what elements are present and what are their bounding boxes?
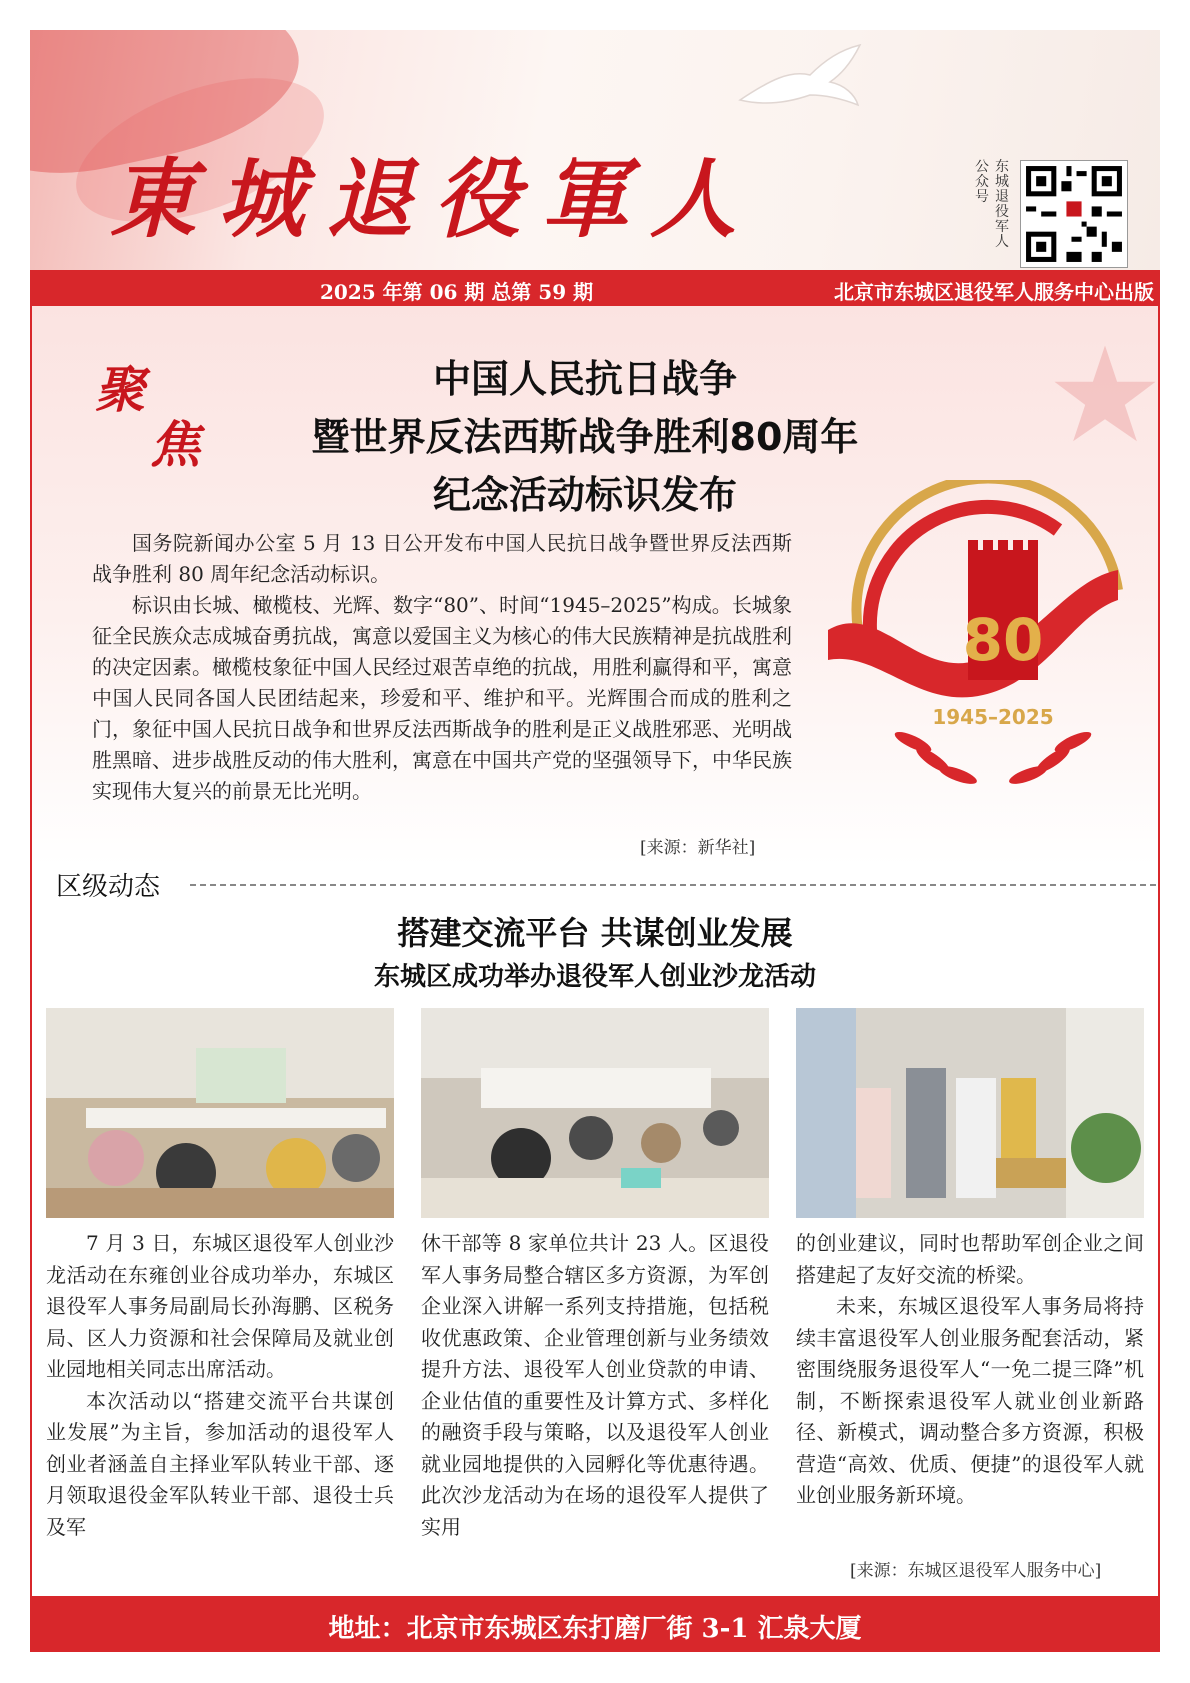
focus-tag [95,350,215,480]
issue-number: 2025 年第 06 期 总第 59 期 [320,280,594,304]
footer-address: 地址：北京市东城区东打磨厂街 3-1 汇泉大厦 [328,1614,862,1644]
article-paragraph: 本次活动以“搭建交流平台共谋创业发展”为主旨，参加活动的退役军人创业者涵盖自主择业军队转业干部、逐月领取退役金军队转业干部、退役士兵及军 [46,1388,394,1539]
article-column [46,1228,394,1543]
dove-icon [730,40,870,120]
section-divider [190,884,1156,886]
qr-caption: 东城退役军人 [995,159,1009,250]
article-column [796,1228,1144,1512]
event-photo [421,1008,769,1218]
article-paragraph: 国务院新闻办公室 5 月 13 日公开发布中国人民抗日战争暨世界反法西斯战争胜利 80 周年纪念活动标识。 [92,531,792,586]
article-source: [来源：新华社] [640,838,756,858]
qr-caption: 公众号 [975,159,989,205]
article-paragraph: 休干部等 8 家单位共计 23 人。区退役军人事务局整合辖区多方资源，为军创企业深入讲解一系列支持措施，包括税收优惠政策、企业管理创新与业务绩效提升方法、退役军人创业贷款的申请、企业估值的重要性及计算方式、多样化的融资手段与策略，以及退役军人创业就业园地提供的入园孵化等优惠待遇。此次沙龙活动为在场的退役军人提供了实用 [421,1231,769,1539]
headline-line: 中国人民抗日战争 [432,357,737,401]
anniversary-logo [818,480,1158,810]
logo-years: 1945–2025 [932,705,1054,729]
section-label: 区级动态 [56,872,161,902]
district-headline: 搭建交流平台 共谋创业发展 [397,914,793,952]
masthead [30,30,1160,270]
article-paragraph: 未来，东城区退役军人事务局将持续丰富退役军人创业服务配套活动，紧密围绕服务退役军人“一免二提三降”机制，不断探索退役军人就业创业新路径、新模式，调动整合多方资源，积极营造“高效、优质、便捷”的退役军人就业创业服务新环境。 [796,1294,1144,1507]
headline-line: 纪念活动标识发布 [432,473,737,517]
article-source: [来源：东城区退役军人服务中心] [850,1561,1102,1581]
article-paragraph: 的创业建议，同时也帮助军创企业之间搭建起了友好交流的桥梁。 [796,1231,1144,1287]
focus-article [92,528,792,807]
article-column [421,1228,769,1543]
masthead-title: 東城退役軍人 [110,149,758,250]
district-subheadline: 东城区成功举办退役军人创业沙龙活动 [373,962,816,992]
article-paragraph: 7 月 3 日，东城区退役军人创业沙龙活动在东雍创业谷成功举办，东城区退役军人事务局副局长孙海鹏、区税务局、区人力资源和社会保障局及就业创业园地相关同志出席活动。 [46,1231,394,1381]
article-paragraph: 标识由长城、橄榄枝、光辉、数字“80”、时间“1945–2025”构成。长城象征全民族众志成城奋勇抗战，寓意以爱国主义为核心的伟大民族精神是抗战胜利的决定因素。橄榄枝象征中国人民经过艰苦卓绝的抗战，用胜利赢得和平，寓意中国人民同各国人民团结起来，珍爱和平、维护和平。光辉围合而成的胜利之门，象征中国人民抗日战争和世界反法西斯战争的胜利是正义战胜邪恶、光明战胜黑暗、进步战胜反动的伟大胜利，寓意在中国共产党的坚强领导下，中华民族实现伟大复兴的前景无比光明。 [92,593,792,803]
star-icon [1050,340,1160,450]
logo-number: 80 [962,606,1044,674]
event-photo [46,1008,394,1218]
qr-code-icon[interactable] [1020,160,1128,268]
publisher: 北京市东城区退役军人服务中心出版 [834,280,1154,304]
focus-tag-char: 焦 [150,415,200,474]
headline-line: 暨世界反法西斯战争胜利80周年 [311,415,859,459]
focus-tag-char: 聚 [95,360,145,419]
event-photo [796,1008,1144,1218]
